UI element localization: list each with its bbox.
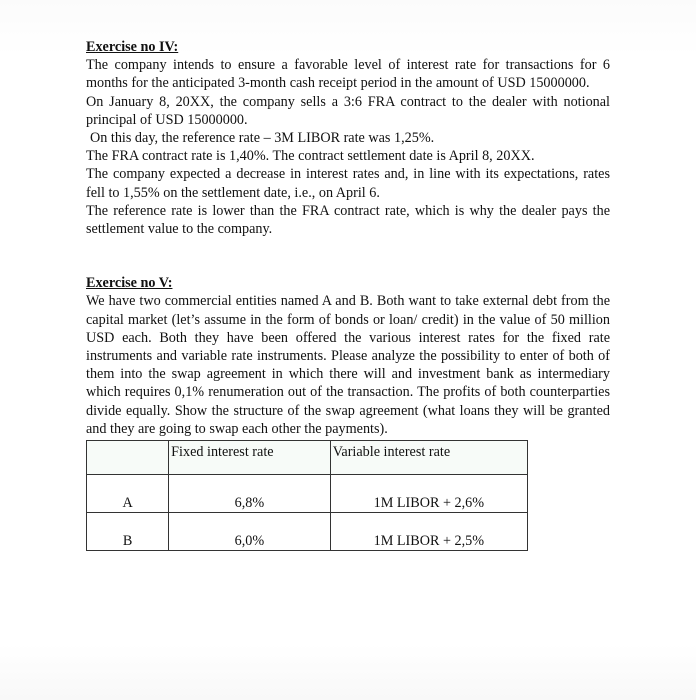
table-header-variable: Variable interest rate [330,441,527,475]
table-header-fixed: Fixed interest rate [169,441,331,475]
table-cell-entity: A [87,475,169,513]
exercise-5-title: Exercise no V: [86,275,173,292]
table-row [87,513,528,551]
table-cell-fixed: 6,0% [169,513,331,551]
table-cell-variable: 1M LIBOR + 2,6% [330,475,527,513]
table-cell-entity: B [87,513,169,551]
exercise-5-body: We have two commercial entities named A and B. Both want to take external debt from the capital market (let’s assume in the form of bonds or loan/ credit) in the value of 50 million USD each. Both they have been offered the various interest rates for the fixed rate instruments and variable rate instruments. Please analyze the possibility to enter of both of them into the swap agreement in which there will and investment bank as intermediary which requires 0,1% renumeration out of the transaction. The profits of both counterparties divide equally. Show the structure of the swap agreement (what loans they will be granted and they are going to swap each other the payments). [86,293,610,437]
interest-rate-table [86,440,528,551]
exercise-4-paragraph-6: The reference rate is lower than the FRA contract rate, which is why the dealer pays the settlement value to the company. [86,202,610,238]
table-cell-variable: 1M LIBOR + 2,5% [330,513,527,551]
exercise-4-title: Exercise no IV: [86,39,179,55]
table-header-row [87,441,528,475]
table-cell-fixed: 6,8% [169,475,331,513]
exercise-4-paragraph-4: The FRA contract rate is 1,40%. The contract settlement date is April 8, 20XX. [86,148,535,165]
exercise-4-paragraph-3: On this day, the reference rate – 3M LIBOR rate was 1,25%. [90,130,435,147]
table-header-empty [87,441,169,475]
exercise-5-section [86,274,610,551]
exercise-4-paragraph-5: The company expected a decrease in interest rates and, in line with its expectations, rates fell to 1,55% on the settlement date, i.e., on April 6. [86,166,610,201]
exercise-4-paragraph-2: On January 8, 20XX, the company sells a 3:6 FRA contract to the dealer with notional principal of USD 15000000. [86,93,610,128]
exercise-4-paragraph-1: The company intends to ensure a favorable level of interest rate for transactions for 6 months for the anticipated 3-month cash receipt period in the amount of USD 15000000. [86,57,610,92]
table-row [87,475,528,513]
document-content [86,38,610,551]
